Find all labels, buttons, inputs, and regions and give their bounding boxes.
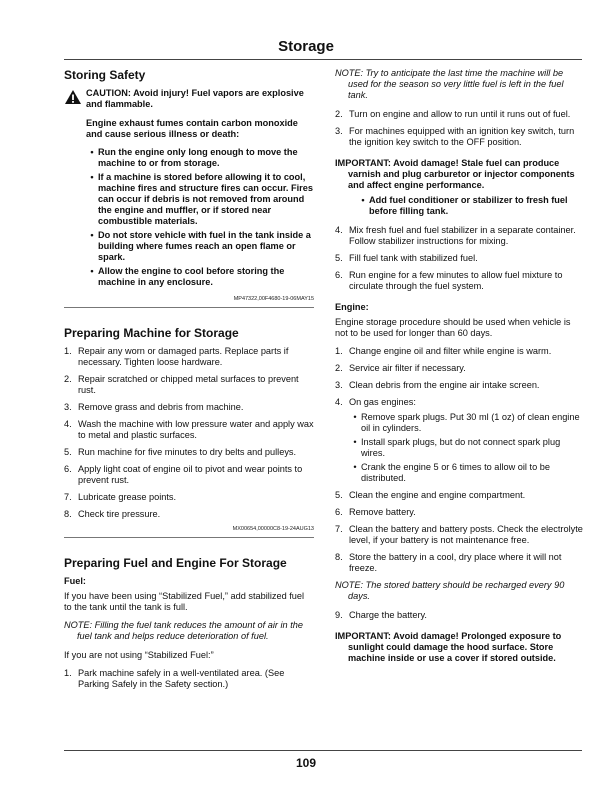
list-item: 2. Repair scratched or chipped metal surfaces to prevent rust. bbox=[64, 374, 299, 395]
caution-block bbox=[64, 88, 314, 110]
important-bullet-list bbox=[357, 195, 584, 217]
left-column bbox=[64, 68, 314, 696]
list-item: 3. Clean debris from the engine air intake screen. bbox=[335, 380, 540, 390]
list-item: 5. Fill fuel tank with stabilized fuel. bbox=[335, 253, 478, 263]
section-divider bbox=[64, 307, 314, 308]
list-item: 6. Run engine for a few minutes to allow fuel mixture to circulate through the fuel system. bbox=[335, 270, 563, 291]
right-column bbox=[335, 68, 584, 668]
list-item: • Add fuel conditioner or stabilizer to fresh fuel before filling tank. bbox=[361, 195, 568, 216]
page-title: Storage bbox=[278, 38, 334, 55]
battery-note: NOTE: The stored battery should be recharged every 90 days. bbox=[335, 580, 565, 601]
gas-engine-bullets bbox=[349, 412, 584, 484]
fuel-note-top: NOTE: Try to anticipate the last time the machine will be used for the season so very little fuel is left in the fuel tank. bbox=[335, 68, 564, 100]
list-item: 5. Clean the engine and engine compartment. bbox=[335, 490, 526, 500]
list-item: 4. Wash the machine with low pressure water and apply wax to metal and plastic surfaces. bbox=[64, 419, 314, 440]
top-rule bbox=[64, 59, 582, 60]
list-item: 7. Lubricate grease points. bbox=[64, 492, 177, 502]
important-notice: IMPORTANT: Avoid damage! Stale fuel can produce varnish and plug carburetor or injector components and affect engine performance. bbox=[335, 158, 575, 190]
list-item: 2. Turn on engine and allow to run until it runs out of fuel. bbox=[335, 109, 571, 119]
list-item: 5. Run machine for five minutes to dry belts and pulleys. bbox=[64, 447, 297, 457]
page-number: 109 bbox=[295, 756, 317, 770]
list-item: 4. Mix fresh fuel and fuel stabilizer in a separate container. Follow stabilizer instructions for mixing. bbox=[335, 225, 576, 246]
list-item: • If a machine is stored before allowing it to cool, machine fires and structure fires can occur. Fires can occur if debris is not removed from around the engine and muffler, or if stored near combustible materials. bbox=[90, 172, 313, 226]
list-item: 7. Clean the battery and battery posts. Check the electrolyte level, if your battery is not maintenance free. bbox=[335, 524, 583, 545]
list-item: • Run the engine only long enough to move the machine to or from storage. bbox=[90, 147, 298, 168]
fuel-paragraph: If you have been using “Stabilized Fuel,” add stabilized fuel to the tank until the tank is full. bbox=[64, 591, 305, 612]
list-item: 1. Change engine oil and filter while engine is warm. bbox=[335, 346, 552, 356]
list-item: • Do not store vehicle with fuel in the tank inside a building where fumes reach an open flame or spark. bbox=[90, 230, 311, 262]
list-item: 3. For machines equipped with an ignition key switch, turn the ignition key switch to the OFF position. bbox=[335, 126, 575, 147]
engine-subheading: Engine: bbox=[335, 302, 369, 312]
list-item: 6. Remove battery. bbox=[335, 507, 416, 517]
list-item: 8. Store the battery in a cool, dry place where it will not freeze. bbox=[335, 552, 562, 573]
preparing-fuel-heading: Preparing Fuel and Engine For Storage bbox=[64, 556, 287, 570]
fuel-steps-list-continued bbox=[335, 109, 584, 148]
engine-steps-list bbox=[335, 346, 584, 574]
section-divider bbox=[64, 537, 314, 538]
bottom-rule bbox=[64, 750, 582, 751]
reference-code: MX00654,00000C8-19-24AUG13 bbox=[232, 526, 314, 532]
reference-code: MP47322,00F4680-19-06MAY15 bbox=[233, 296, 314, 302]
preparing-machine-heading: Preparing Machine for Storage bbox=[64, 326, 239, 340]
list-item: 3. Remove grass and debris from machine. bbox=[64, 402, 244, 412]
storing-safety-heading: Storing Safety bbox=[64, 68, 146, 82]
battery-steps-list bbox=[335, 610, 584, 621]
fuel-paragraph-2: If you are not using “Stabilized Fuel:” bbox=[64, 650, 214, 660]
list-item: 1. Repair any worn or damaged parts. Replace parts if necessary. Tighten loose hardware. bbox=[64, 346, 289, 367]
list-item: 1. Park machine safely in a well-ventilated area. (See Parking Safely in the Safety section.) bbox=[64, 668, 285, 689]
list-item: 6. Apply light coat of engine oil to pivot and wear points to prevent rust. bbox=[64, 464, 303, 485]
engine-paragraph: Engine storage procedure should be used when vehicle is not to be used for longer than 60 days. bbox=[335, 317, 571, 338]
fuel-steps-list bbox=[64, 668, 314, 690]
fuel-subheading: Fuel: bbox=[64, 576, 86, 586]
machine-steps-list bbox=[64, 346, 314, 520]
exhaust-warning: Engine exhaust fumes contain carbon monoxide and cause serious illness or death: bbox=[86, 118, 298, 139]
safety-bullet-list bbox=[86, 147, 314, 288]
list-item: 8. Check tire pressure. bbox=[64, 509, 161, 519]
important-notice-2: IMPORTANT: Avoid damage! Prolonged exposure to sunlight could damage the hood surface. Store machine inside or use a cover if stored outside. bbox=[335, 631, 562, 663]
list-item: 2. Service air filter if necessary. bbox=[335, 363, 466, 373]
list-item: • Crank the engine 5 or 6 times to allow oil to be distributed. bbox=[353, 462, 550, 483]
list-item: • Install spark plugs, but do not connect spark plug wires. bbox=[353, 437, 561, 458]
list-item: • Allow the engine to cool before storing the machine in any enclosure. bbox=[90, 266, 285, 287]
warning-triangle-icon bbox=[64, 89, 82, 105]
list-item: 4. On gas engines: • Remove spark plugs. Put 30 ml (1 oz) of clean engine oil in cylinders. • Install spark plugs, but do not connect spark plug wires. • Crank the engine 5 or 6 times to allow oil to be distributed. bbox=[335, 397, 584, 484]
list-item: 9. Charge the battery. bbox=[335, 610, 427, 620]
list-item: • Remove spark plugs. Put 30 ml (1 oz) of clean engine oil in cylinders. bbox=[353, 412, 580, 433]
caution-text: CAUTION: Avoid injury! Fuel vapors are explosive and flammable. bbox=[86, 88, 304, 109]
fuel-note: NOTE: Filling the fuel tank reduces the amount of air in the fuel tank and helps reduce deterioration of fuel. bbox=[64, 620, 303, 641]
fuel-steps-list-continued-2 bbox=[335, 225, 584, 292]
